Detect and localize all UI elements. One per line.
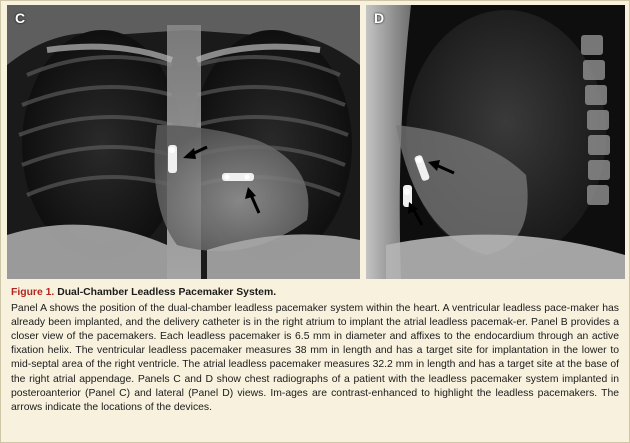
ventricular-pacemaker-device	[222, 173, 254, 181]
figure-caption	[11, 286, 619, 415]
atrial-pacemaker-device	[168, 145, 177, 173]
posteroanterior-radiograph-image	[7, 5, 360, 279]
figure-title: Dual-Chamber Leadless Pacemaker System.	[57, 287, 277, 298]
lateral-radiograph-image	[366, 5, 625, 279]
figure-label: Figure 1.	[11, 287, 55, 298]
panel-c-label: C	[15, 10, 26, 26]
caption-body: Panel A shows the position of the dual-chamber leadless pacemaker system within the heart. A ventricular leadless pace-maker has already been implanted, and the delivery catheter is in the right atrium to implant the atrial leadless pacemak-er. Panel B provides a closer view of the pacemakers. Each leadless pacemaker is 6.5 mm in diameter and affixes to the endocardium through an active fixation helix. The ventricular leadless pacemaker measures 38 mm in length and has a target site for implantation in the lower to mid-septal area of the right ventricle. The atrial leadless pacemaker measures 32.2 mm in length and has a target site at the base of the right atrial appendage. Panels C and D show chest radiographs of a patient with the leadless pacemaker system implanted in posteroanterior (Panel C) and lateral (Panel D) views. Im-ages are contrast-enhanced to highlight the leadless pacemakers. The arrows indicate the locations of the devices.	[11, 303, 619, 413]
panel-d-label: D	[374, 10, 385, 26]
caption-heading	[11, 286, 619, 300]
radiograph-panel-d	[366, 5, 625, 279]
radiograph-panel-c	[7, 5, 360, 279]
